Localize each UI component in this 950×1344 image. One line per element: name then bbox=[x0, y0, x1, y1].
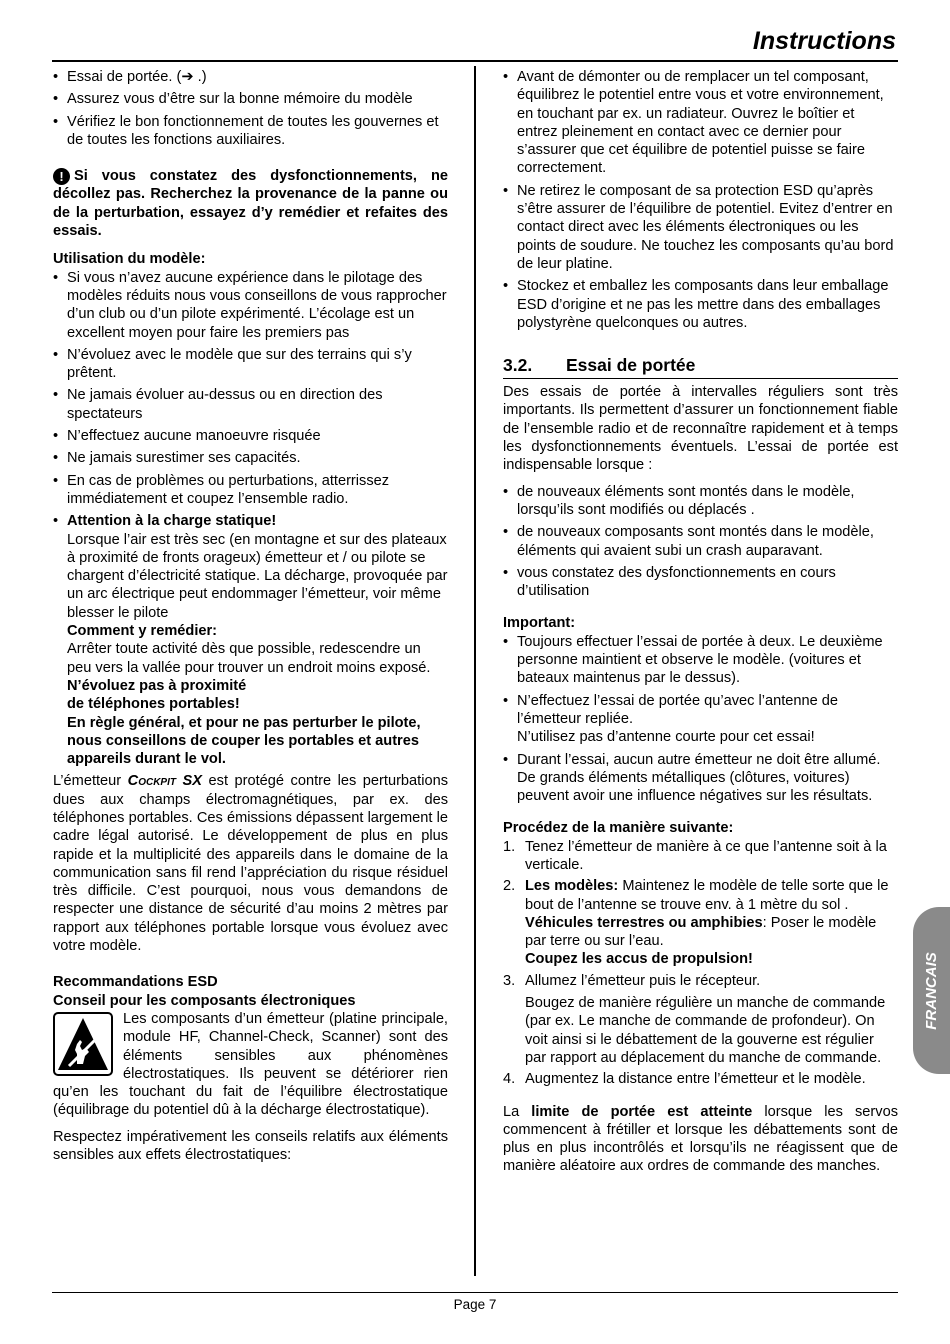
list-item: • N’effectuez l’essai de portée qu’avec l’antenne de l’émetteur repliée. N’utilisez pas d’antenne courte pour cet essai! bbox=[503, 692, 898, 747]
model-name: SX bbox=[176, 773, 202, 790]
range-limit-paragraph: La limite de portée est atteinte lorsque les servos commencent à frétiller et lorsque les débattements sont de plus en plus incontrôlés et lorsqu’ils ne réagissent que de manière aléatoire aux ordres de commande des manches. bbox=[503, 1103, 898, 1175]
usage-heading: Utilisation du modèle: bbox=[53, 251, 206, 268]
language-side-tab bbox=[913, 907, 950, 1074]
list-item: • de nouveaux éléments sont montés dans le modèle, lorsqu’ils sont modifiés ou déplacés . bbox=[503, 483, 898, 520]
list-item: • Ne retirez le composant de sa protection ESD qu’après s’être assurer de l’équilibre de potentiel. Evitez d’entrer en contact direct avec les éléments électroniques ou les points de soudure. Ne touchez les composants qu’au bord de leur platine. bbox=[503, 182, 898, 273]
esd-text: Les composants d’un émetteur (platine principale, module HF, Channel-Check, Scanner) sont des éléments sensibles aux phénomènes électrostatiques. Ils peuvent se détériorer rien qu’en les touchant du fait de l’équilibre électrostatique (équilibrage du potentiel dû à la décharge électrostatique). bbox=[53, 1010, 448, 1119]
static-title: Attention à la charge statique! bbox=[67, 513, 277, 530]
remedy-title: Comment y remédier: bbox=[67, 623, 218, 640]
list-item: • Vérifiez le bon fonctionnement de toutes les gouvernes et de toutes les fonctions auxiliaires. bbox=[53, 113, 448, 150]
range-intro: Des essais de portée à intervalles réguliers sont très importants. Ils permettent d’assurer un fonctionnement fiable de l’ensemble radio et de reconnaître rapidement et à temps les dysfonctionnements éventuels. L’essai de portée est indispensable lorsque : bbox=[503, 384, 898, 474]
language-label: FRANCAIS bbox=[922, 951, 940, 1030]
list-item: • Toujours effectuer l’essai de portée à deux. Le deuxième personne maintient et observe le modèle. (voitures et bateaux maintenus par le dessus). bbox=[503, 633, 898, 688]
list-item: • Assurez vous d’être sur la bonne mémoire du modèle bbox=[53, 90, 448, 108]
usage-list bbox=[53, 269, 448, 769]
static-text: Lorsque l’air est très sec (en montagne et sur des plateaux à proximité de fronts orageux) émetteur et / ou pilote se chargent d’électricité statique. La décharge, provoquée par un arc électrique peut endommager l’émetteur, voir même blesser le pilote bbox=[67, 531, 448, 621]
esd-paragraph bbox=[53, 1010, 448, 1120]
step-item: 4. Augmentez la distance entre l’émetteur et le modèle. bbox=[503, 1071, 866, 1088]
brand-name: Cockpit bbox=[127, 773, 176, 790]
step-item: 1. Tenez l’émetteur de manière à ce que l’antenne soit à la verticale. bbox=[503, 838, 887, 873]
checklist bbox=[53, 68, 448, 149]
page-number: Page 7 bbox=[453, 1297, 497, 1312]
step-item: 3. Allumez l’émetteur puis le récepteur. Bougez de manière régulière un manche de commande (par ex. Le manche de commande de profondeur). On voit ainsi si le débattement de la gouverne est régulier par rapport au déplacement du manche de commande. bbox=[503, 972, 886, 1066]
section-rule bbox=[503, 378, 898, 379]
procedure-heading: Procédez de la manière suivante: bbox=[503, 820, 734, 837]
list-item: • Stockez et emballez les composants dans leur emballage ESD d’origine et ne pas les mettre dans des emballages polystyrène quelconques ou autres. bbox=[503, 277, 898, 332]
list-item: • Si vous n’avez aucune expérience dans le pilotage des modèles réduits nous vous conseillons de vous rapprocher d’un club ou d’un pilote expérimenté. L’écolage est un excellent moyen pour faire les premiers pas bbox=[53, 269, 448, 342]
cockpit-paragraph: L’émetteur Cockpit SX est protégé contre les perturbations dues aux champs électromagnétiques, par ex. des téléphones portables. Ces émissions dépassent largement le cadre légal autorisé. Le développement de plus en plus rapide et la multiplicité des appareils dans le domaine de la communication sans fil rend l’appréciation du risque résiduel très difficile. C’est pourquoi, nous vous demandons de respecter une distance de sécurité d’au moins 2 mètres par rapport aux téléphones portable lorsque vous évoluez avec votre modèle. bbox=[53, 773, 448, 955]
short-antenna-note: N’utilisez pas d’antenne courte pour cet essai! bbox=[517, 729, 815, 746]
warning-text: Si vous constatez des dysfonctionnements, ne décollez pas. Recherchez la provenance de la panne ou de la perturbation, essayez d’y remédier et refaites des essais. bbox=[53, 168, 448, 240]
exclamation-icon: ! bbox=[53, 168, 70, 185]
column-divider bbox=[474, 66, 476, 1276]
step-item: 2. Les modèles: Maintenez le modèle de telle sorte que le bout de l’antenne se trouve env. à 1 mètre du sol . Véhicules terrestres ou amphibies: Poser le modèle par terre ou sur l’eau. Coupez les accus de propulsion! bbox=[503, 878, 889, 968]
esd-heading: Recommandations ESD bbox=[53, 974, 218, 991]
remedy-text: Arrêter toute activité dès que possible, redescendre un peu vers la vallée pour trouver un endroit moins exposé. bbox=[67, 641, 431, 676]
section-title: Essai de portée bbox=[566, 355, 696, 376]
range-cases-list bbox=[503, 483, 898, 601]
esd-respect: Respectez impérativement les conseils relatifs aux éléments sensibles aux effets électrostatiques: bbox=[53, 1128, 448, 1164]
list-item-static bbox=[53, 512, 448, 768]
list-item: • Ne jamais évoluer au-dessus ou en direction des spectateurs bbox=[53, 386, 448, 423]
list-item: • Ne jamais surestimer ses capacités. bbox=[53, 449, 448, 467]
procedure-steps bbox=[503, 838, 898, 1089]
warning-note bbox=[53, 167, 448, 240]
section-heading bbox=[503, 354, 898, 376]
phones-text: En règle général, et pour ne pas perturber le pilote, nous conseillons de couper les portables et autres appareils durant le vol. bbox=[67, 714, 421, 768]
important-list bbox=[503, 633, 898, 806]
page-header-title: Instructions bbox=[752, 27, 896, 55]
list-item: • vous constatez des dysfonctionnements en cours d’utilisation bbox=[503, 564, 898, 601]
list-item: • En cas de problèmes ou perturbations, atterrissez immédiatement et coupez l’ensemble radio. bbox=[53, 472, 448, 509]
esd-subheading: Conseil pour les composants électroniques bbox=[53, 992, 356, 1009]
list-item: • Essai de portée. (➔ .) bbox=[53, 68, 448, 86]
phones-line1: N’évoluez pas à proximité bbox=[67, 677, 247, 694]
esd-advice-list bbox=[503, 68, 898, 332]
list-item: • Durant l’essai, aucun autre émetteur ne doit être allumé. De grands éléments métalliques (clôtures, voitures) peuvent avoir une influence négatives sur les résultats. bbox=[503, 751, 898, 806]
list-item: • N’évoluez avec le modèle que sur des terrains qui s’y prêtent. bbox=[53, 346, 448, 383]
footer-rule bbox=[52, 1292, 898, 1293]
right-column bbox=[503, 68, 898, 1176]
header-rule bbox=[52, 60, 898, 62]
important-heading: Important: bbox=[503, 615, 576, 632]
list-item: • Avant de démonter ou de remplacer un tel composant, équilibrez le potentiel entre vous et votre environnement, en touchant par ex. un radiateur. Ouvrez le boîtier et entrez pleinement en contact avec ce dernier pour s’assurer que cet équilibre de potentiel puisse se faire correctement. bbox=[503, 68, 898, 178]
list-item: • de nouveaux composants sont montés dans le modèle, éléments qui avaient subi un crash auparavant. bbox=[503, 523, 898, 560]
phones-line2: de téléphones portables! bbox=[67, 696, 240, 713]
esd-warning-icon bbox=[53, 1012, 113, 1076]
left-column bbox=[53, 68, 448, 1164]
list-item: • N’effectuez aucune manoeuvre risquée bbox=[53, 427, 448, 445]
section-number: 3.2. bbox=[503, 355, 533, 376]
